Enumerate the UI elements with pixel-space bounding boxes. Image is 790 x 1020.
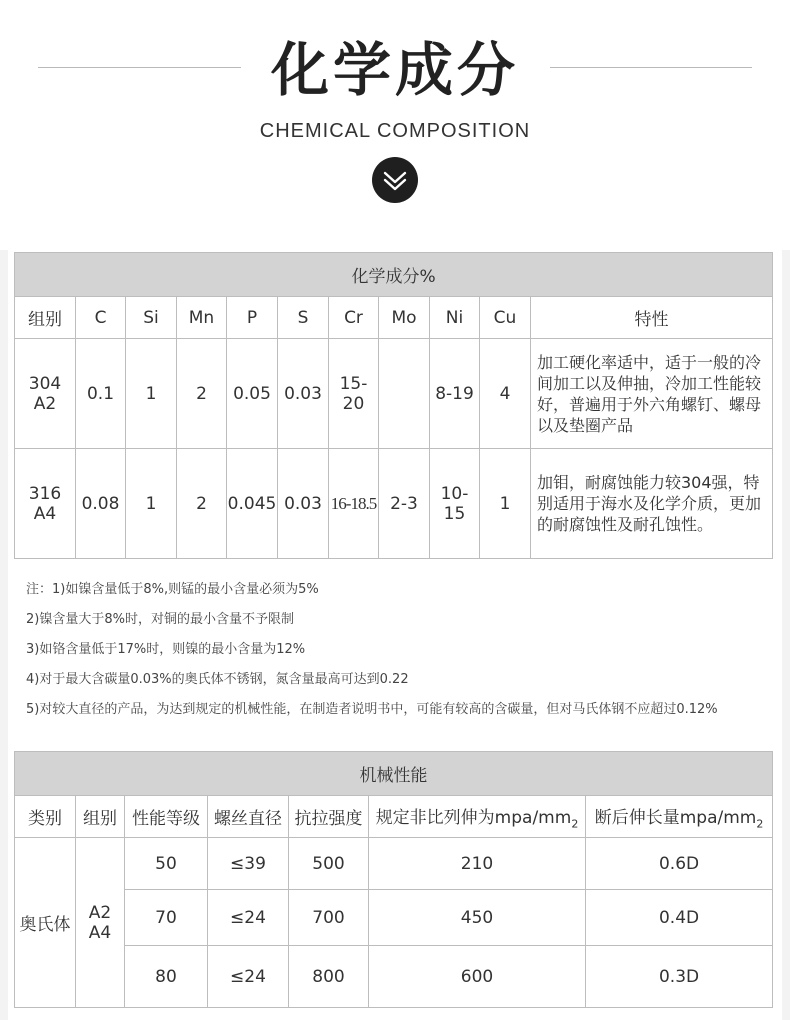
grade-cell [15, 449, 76, 559]
elongation-header-subscript: 2 [756, 817, 764, 831]
cell-grade: 50 [125, 838, 208, 890]
column-header-yield [369, 796, 586, 838]
group-a4: A4 [88, 922, 112, 943]
cell-grade: 70 [125, 890, 208, 946]
cell-elongation: 0.6D [586, 838, 773, 890]
header-section [0, 0, 790, 250]
cell-ni: 8-19 [430, 339, 480, 449]
cell-cr: 15-20 [329, 339, 379, 449]
cell-mo [379, 339, 430, 449]
cell-category: 奥氏体 [15, 838, 76, 1008]
yield-header-subscript: 2 [571, 817, 579, 831]
cell-ni: 10-15 [430, 449, 480, 559]
column-header-cu: Cu [480, 297, 531, 339]
cell-elongation: 0.3D [586, 946, 773, 1008]
page-title: 化学成分 [270, 36, 519, 104]
column-header-p: P [227, 297, 278, 339]
column-header-diameter: 螺丝直径 [208, 796, 289, 838]
notes-section [26, 580, 776, 730]
column-header-mo: Mo [379, 297, 430, 339]
grade-cell [15, 339, 76, 449]
table-row [15, 890, 773, 946]
column-header-c: C [76, 297, 126, 339]
double-chevron-down-icon[interactable] [372, 157, 418, 203]
mechanical-properties-table [14, 751, 773, 1008]
panel-edge-left [0, 250, 8, 1020]
grade-number: 304 [28, 373, 62, 394]
cell-yield: 210 [369, 838, 586, 890]
column-header-si: Si [126, 297, 177, 339]
cell-cu: 1 [480, 449, 531, 559]
cell-mn: 2 [177, 339, 227, 449]
grade-number: 316 [28, 483, 62, 504]
mechanical-table-caption: 机械性能 [15, 752, 773, 796]
group-a2: A2 [88, 902, 112, 923]
cell-s: 0.03 [278, 339, 329, 449]
panel-edge-right [782, 250, 790, 1020]
cell-s: 0.03 [278, 449, 329, 559]
cell-tensile: 700 [289, 890, 369, 946]
page-subtitle: CHEMICAL COMPOSITION [259, 120, 531, 142]
cell-tensile: 800 [289, 946, 369, 1008]
note-item: 5)对较大直径的产品，为达到规定的机械性能，在制造者说明书中，可能有较高的含碳量，但对马氏体钢不应超过0.12% [26, 702, 718, 717]
chemical-table-caption: 化学成分% [15, 253, 773, 297]
grade-class: A4 [33, 503, 57, 524]
column-header-grade: 性能等级 [125, 796, 208, 838]
column-header-group: 组别 [15, 297, 76, 339]
yield-header-text: 规定非比列伸为mpa/mm [375, 807, 572, 828]
cell-grade: 80 [125, 946, 208, 1008]
cell-si: 1 [126, 449, 177, 559]
column-header-cr: Cr [329, 297, 379, 339]
cell-mn: 2 [177, 449, 227, 559]
column-header-elongation [586, 796, 773, 838]
table-row [15, 946, 773, 1008]
grade-class: A2 [33, 393, 57, 414]
note-item: 3)如铬含量低于17%时，则镍的最小含量为12% [26, 642, 306, 657]
cell-diameter: ≤24 [208, 946, 289, 1008]
cell-yield: 450 [369, 890, 586, 946]
note-item: 2)镍含量大于8%时，对铜的最小含量不予限制 [26, 612, 294, 627]
cell-elongation: 0.4D [586, 890, 773, 946]
cell-c: 0.1 [76, 339, 126, 449]
table-row [15, 838, 773, 890]
cell-diameter: ≤24 [208, 890, 289, 946]
note-item: 注：1)如镍含量低于8%,则锰的最小含量必须为5% [26, 582, 319, 597]
cell-cr: 16-18.5 [329, 449, 379, 559]
table-row [15, 339, 773, 449]
cell-yield: 600 [369, 946, 586, 1008]
cell-group [76, 838, 125, 1008]
column-header-group: 组别 [76, 796, 125, 838]
elongation-header-text: 断后伸长量mpa/mm [594, 807, 757, 828]
cell-tensile: 500 [289, 838, 369, 890]
column-header-category: 类别 [15, 796, 76, 838]
table-row [15, 449, 773, 559]
column-header-mn: Mn [177, 297, 227, 339]
chemical-composition-table [14, 252, 773, 559]
column-header-ni: Ni [430, 297, 480, 339]
cell-mo: 2-3 [379, 449, 430, 559]
note-item: 4)对于最大含碳量0.03%的奥氏体不锈钢，氮含量最高可达到0.22 [26, 672, 409, 687]
cell-feature: 加钼，耐腐蚀能力较304强，特别适用于海水及化学介质，更加的耐腐蚀性及耐孔蚀性。 [531, 449, 773, 559]
column-header-tensile: 抗拉强度 [289, 796, 369, 838]
cell-cu: 4 [480, 339, 531, 449]
cell-feature: 加工硬化率适中，适于一般的冷间加工以及伸抽，冷加工性能较好，普遍用于外六角螺钉、螺母以及垫圈产品 [531, 339, 773, 449]
column-header-s: S [278, 297, 329, 339]
cell-p: 0.045 [227, 449, 278, 559]
cell-si: 1 [126, 339, 177, 449]
cell-diameter: ≤39 [208, 838, 289, 890]
column-header-feature: 特性 [531, 297, 773, 339]
cell-p: 0.05 [227, 339, 278, 449]
cell-c: 0.08 [76, 449, 126, 559]
